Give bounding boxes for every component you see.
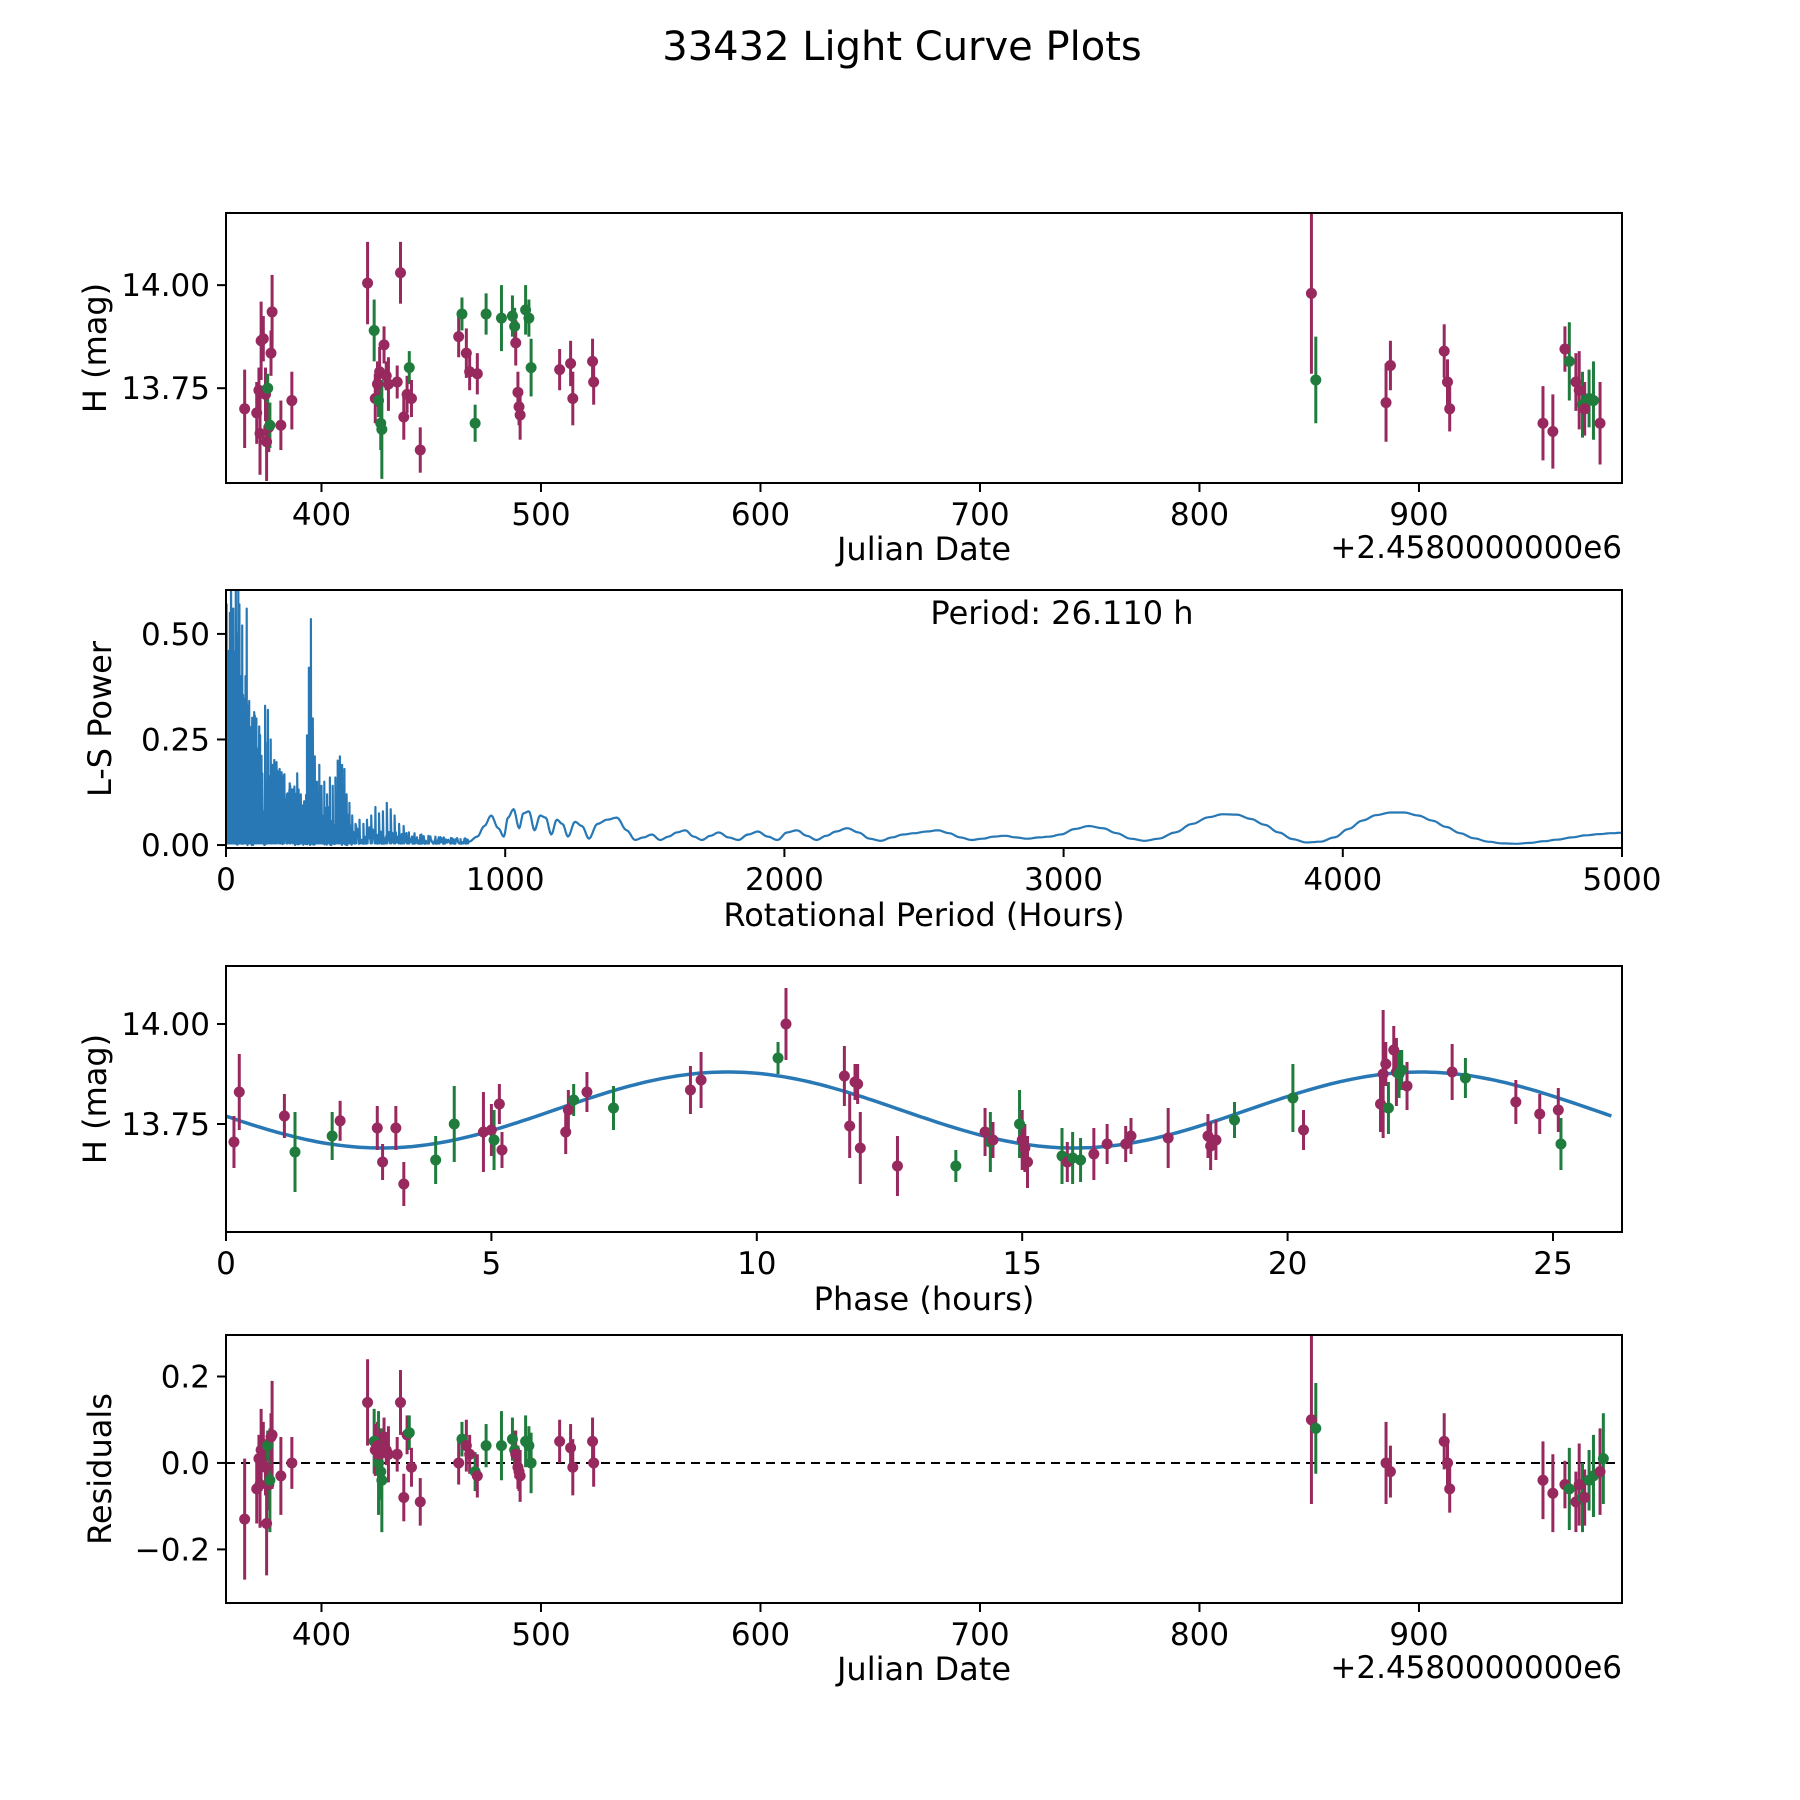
data-point — [267, 306, 278, 317]
data-point — [265, 348, 276, 359]
data-point — [685, 1085, 696, 1096]
data-point — [988, 1135, 999, 1146]
x-tick-label: 3000 — [1024, 862, 1104, 898]
figure-title: 33432 Light Curve Plots — [662, 24, 1142, 70]
data-point — [376, 1475, 387, 1486]
data-point — [260, 1462, 271, 1473]
data-point — [264, 420, 275, 431]
x-tick-label: 900 — [1389, 1617, 1449, 1653]
data-point — [1310, 374, 1321, 385]
data-point — [472, 1470, 483, 1481]
data-point — [1547, 426, 1558, 437]
data-point — [481, 1440, 492, 1451]
data-point — [286, 395, 297, 406]
data-point — [1019, 1143, 1030, 1154]
x-tick-label: 10 — [737, 1246, 777, 1282]
data-point — [335, 1115, 346, 1126]
data-point — [1442, 1457, 1453, 1468]
data-point — [453, 1457, 464, 1468]
residuals-data-layer — [226, 1335, 1622, 1579]
x-tick-label: 5 — [481, 1246, 502, 1282]
axes-box — [226, 213, 1622, 483]
data-point — [1310, 1423, 1321, 1434]
data-point — [1588, 395, 1599, 406]
data-point — [470, 418, 481, 429]
data-point — [406, 1462, 417, 1473]
data-point — [1574, 1479, 1585, 1490]
data-point — [453, 331, 464, 342]
data-point — [523, 1440, 534, 1451]
x-tick-label: 900 — [1389, 497, 1449, 533]
phased_lightcurve-data-layer — [226, 988, 1611, 1206]
x-tick-label: 2000 — [744, 862, 824, 898]
x-tick-label: 700 — [950, 1617, 1010, 1653]
data-point — [258, 333, 269, 344]
data-point — [512, 387, 523, 398]
data-point — [1380, 1059, 1391, 1070]
data-point — [1385, 1466, 1396, 1477]
data-point — [1439, 1436, 1450, 1447]
data-point — [239, 1514, 250, 1525]
data-point — [526, 1457, 537, 1468]
x-tick-label: 500 — [511, 1617, 571, 1653]
data-point — [507, 311, 518, 322]
x-tick-label: 4000 — [1303, 862, 1383, 898]
data-point — [1402, 1081, 1413, 1092]
x-tick-label: 1000 — [465, 862, 545, 898]
data-point — [696, 1075, 707, 1086]
data-point — [398, 412, 409, 423]
data-point — [567, 393, 578, 404]
data-point — [239, 403, 250, 414]
data-point — [327, 1131, 338, 1142]
data-point — [379, 1432, 390, 1443]
data-point — [464, 1449, 475, 1460]
data-point — [261, 1518, 272, 1529]
data-point — [392, 377, 403, 388]
data-point — [1229, 1115, 1240, 1126]
data-point — [472, 368, 483, 379]
data-point — [1383, 1103, 1394, 1114]
axis-label-phase-hours: Phase (hours) — [813, 1280, 1035, 1318]
data-point — [1442, 377, 1453, 388]
data-point — [1574, 385, 1585, 396]
data-point — [489, 1135, 500, 1146]
data-point — [275, 420, 286, 431]
data-point — [1534, 1109, 1545, 1120]
data-point — [1537, 1475, 1548, 1486]
data-point — [1388, 1045, 1399, 1056]
data-point — [510, 337, 521, 348]
axis-label-residuals: Residuals — [81, 1393, 119, 1545]
data-point — [1547, 1488, 1558, 1499]
data-point — [1555, 1139, 1566, 1150]
data-point — [855, 1143, 866, 1154]
data-point — [481, 308, 492, 319]
data-point — [980, 1127, 991, 1138]
data-point — [1579, 1492, 1590, 1503]
data-point — [1595, 1466, 1606, 1477]
data-point — [1287, 1093, 1298, 1104]
axis-label-rotational-period: Rotational Period (Hours) — [723, 896, 1125, 934]
data-point — [1537, 418, 1548, 429]
x-tick-label: 20 — [1267, 1246, 1308, 1282]
data-point — [398, 1179, 409, 1190]
axis-label-h-mag-top: H (mag) — [76, 282, 114, 414]
data-point — [1579, 403, 1590, 414]
data-point — [234, 1087, 245, 1098]
x-tick-label: 600 — [730, 497, 791, 533]
axes-box — [226, 1335, 1622, 1603]
data-point — [568, 1095, 579, 1106]
data-point — [251, 407, 262, 418]
data-point — [1510, 1097, 1521, 1108]
y-tick-label: 0.00 — [140, 828, 210, 865]
data-point — [526, 362, 537, 373]
data-point — [392, 1449, 403, 1460]
data-point — [372, 379, 383, 390]
data-point — [563, 1105, 574, 1116]
axes-box — [226, 966, 1622, 1232]
data-point — [379, 339, 390, 350]
data-point — [1022, 1157, 1033, 1168]
axis-offset-text-top: +2.4580000000e6 — [1330, 530, 1622, 566]
data-point — [449, 1119, 460, 1130]
data-point — [486, 1125, 497, 1136]
y-tick-label: 14.00 — [121, 268, 210, 305]
data-point — [398, 1492, 409, 1503]
data-point — [461, 348, 472, 359]
x-tick-label: 0 — [216, 862, 236, 898]
y-tick-label: 13.75 — [121, 371, 210, 408]
data-point — [1553, 1105, 1564, 1116]
data-point — [844, 1121, 855, 1132]
data-point — [852, 1079, 863, 1090]
data-point — [1075, 1155, 1086, 1166]
data-point — [1559, 344, 1570, 355]
data-point — [264, 1475, 275, 1486]
data-point — [390, 1123, 401, 1134]
data-point — [510, 1449, 521, 1460]
data-point — [395, 1397, 406, 1408]
data-point — [496, 313, 507, 324]
data-point — [415, 1496, 426, 1507]
data-point — [565, 1442, 576, 1453]
data-point — [494, 1099, 505, 1110]
data-point — [1298, 1125, 1309, 1136]
periodogram-line — [226, 583, 1622, 845]
data-point — [950, 1161, 961, 1172]
data-point — [1014, 1119, 1025, 1130]
axis-label-ls-power: L-S Power — [81, 640, 119, 798]
data-point — [780, 1019, 791, 1030]
y-tick-label: 0.25 — [140, 722, 210, 759]
data-point — [1444, 403, 1455, 414]
axes-box — [226, 590, 1622, 848]
axis-label-h-mag-phase: H (mag) — [76, 1033, 114, 1165]
data-point — [581, 1087, 592, 1098]
x-tick-label: 25 — [1533, 1246, 1573, 1282]
y-tick-label: 0.2 — [160, 1359, 210, 1396]
data-point — [496, 1440, 507, 1451]
data-point — [587, 1436, 598, 1447]
period-annotation: Period: 26.110 h — [930, 594, 1194, 632]
data-point — [507, 1434, 518, 1445]
data-point — [1598, 1453, 1609, 1464]
axis-label-julian-date-top: Julian Date — [836, 530, 1012, 568]
data-point — [395, 267, 406, 278]
x-tick-label: 700 — [950, 497, 1010, 533]
data-point — [497, 1145, 508, 1156]
data-point — [1564, 356, 1575, 367]
data-point — [515, 409, 526, 420]
data-point — [587, 356, 598, 367]
x-tick-label: 0 — [216, 1246, 236, 1282]
data-point — [1385, 360, 1396, 371]
data-point — [588, 1457, 599, 1468]
axis-label-julian-date-bottom: Julian Date — [836, 1650, 1012, 1688]
data-point — [1306, 288, 1317, 299]
data-point — [286, 1457, 297, 1468]
x-tick-label: 800 — [1169, 1617, 1230, 1653]
data-point — [1444, 1483, 1455, 1494]
data-point — [773, 1053, 784, 1064]
data-point — [1595, 418, 1606, 429]
data-point — [404, 362, 415, 373]
x-tick-label: 800 — [1169, 497, 1230, 533]
x-tick-label: 500 — [511, 497, 571, 533]
data-point — [415, 445, 426, 456]
data-point — [373, 395, 384, 406]
data-point — [275, 1470, 286, 1481]
y-tick-label: 0.50 — [140, 616, 210, 653]
data-point — [560, 1127, 571, 1138]
data-point — [1210, 1135, 1221, 1146]
data-point — [588, 377, 599, 388]
data-point — [1447, 1067, 1458, 1078]
data-point — [279, 1111, 290, 1122]
data-point — [1381, 397, 1392, 408]
y-tick-label: 14.00 — [121, 1007, 210, 1043]
x-tick-label: 5000 — [1582, 862, 1662, 898]
data-point — [267, 1429, 278, 1440]
axis-offset-text-bottom: +2.4580000000e6 — [1330, 1650, 1622, 1686]
data-point — [1102, 1139, 1113, 1150]
data-point — [608, 1103, 619, 1114]
data-point — [509, 321, 520, 332]
data-point — [290, 1147, 301, 1158]
x-tick-label: 15 — [1002, 1246, 1042, 1282]
data-point — [362, 278, 373, 289]
x-tick-label: 400 — [291, 497, 352, 533]
y-tick-label: 0.0 — [160, 1445, 210, 1482]
data-point — [261, 436, 272, 447]
data-point — [1460, 1073, 1471, 1084]
data-point — [362, 1397, 373, 1408]
data-point — [1439, 346, 1450, 357]
y-tick-label: −0.2 — [134, 1532, 210, 1569]
data-point — [1378, 1069, 1389, 1080]
x-tick-label: 400 — [291, 1617, 352, 1653]
data-point — [567, 1462, 578, 1473]
data-point — [565, 358, 576, 369]
periodogram-data-layer — [226, 583, 1622, 845]
data-point — [1396, 1065, 1407, 1076]
data-point — [377, 1157, 388, 1168]
x-tick-label: 600 — [730, 1617, 791, 1653]
data-point — [372, 1123, 383, 1134]
data-point — [892, 1161, 903, 1172]
data-point — [1126, 1131, 1137, 1142]
data-point — [369, 325, 380, 336]
data-point — [406, 393, 417, 404]
data-point — [839, 1071, 850, 1082]
data-point — [554, 1436, 565, 1447]
data-point — [1163, 1133, 1174, 1144]
data-point — [554, 364, 565, 375]
data-point — [523, 313, 534, 324]
jd_lightcurve-data-layer — [239, 213, 1605, 481]
data-point — [515, 1470, 526, 1481]
data-point — [228, 1137, 239, 1148]
data-point — [456, 308, 467, 319]
y-tick-label: 13.75 — [121, 1107, 210, 1143]
data-point — [262, 383, 273, 394]
data-point — [404, 1427, 415, 1438]
data-point — [1088, 1149, 1099, 1160]
data-point — [1564, 1483, 1575, 1494]
data-point — [430, 1155, 441, 1166]
data-point — [376, 424, 387, 435]
